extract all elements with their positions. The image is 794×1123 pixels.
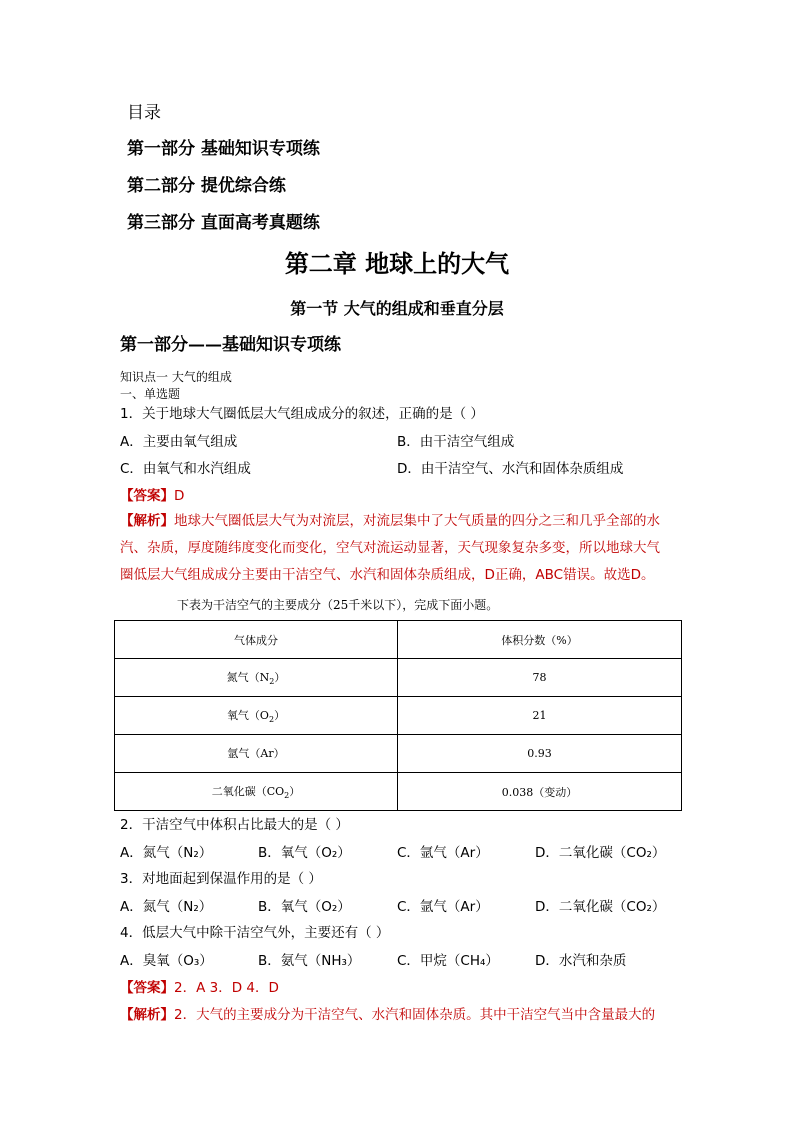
answers-text: 2．A 3．D 4．D	[174, 980, 279, 996]
table-header-volume: 体积分数（%）	[398, 621, 682, 659]
table-cell-gas: 二氧化碳$(CO_2)$	[115, 773, 398, 811]
table-cell-gas: 氮气$(N_2)$	[115, 659, 398, 697]
question-type-label: 一、单选题	[120, 387, 181, 401]
table-cell-gas: 氧气$(O_2)$	[115, 697, 398, 735]
table-row	[115, 773, 682, 811]
analysis-tag: 【解析】	[120, 1007, 174, 1023]
q1-stem: 1．关于地球大气圈低层大气组成成分的叙述，正确的是（ ）	[120, 406, 484, 422]
table-row	[115, 659, 682, 697]
q3-option-d: D．二氧化碳（CO₂）	[535, 899, 666, 915]
answer-value: D	[174, 488, 185, 504]
table-cell-value: 21	[398, 697, 682, 735]
q3-stem: 3．对地面起到保温作用的是（ ）	[120, 871, 322, 887]
knowledge-point: 知识点一 大气的组成	[120, 370, 232, 384]
analysis-2	[120, 1003, 655, 1023]
part-title: 第一部分——基础知识专项练	[120, 335, 341, 355]
q3-option-c: C．氩气（Ar）	[397, 899, 489, 915]
q4-stem: 4．低层大气中除干洁空气外，主要还有（ ）	[120, 925, 390, 941]
analysis-tag: 【解析】	[120, 513, 174, 529]
q1-analysis	[120, 508, 660, 589]
analysis-line-1: 地球大气圈低层大气为对流层，对流层集中了大气质量的四分之三和几乎全部的水	[174, 513, 660, 529]
analysis-2-text: 2．大气的主要成分为干洁空气、水汽和固体杂质。其中干洁空气当中含量最大的	[174, 1007, 656, 1023]
q1-option-a: A．主要由氧气组成	[120, 434, 238, 450]
table-cell-value: 0.038（变动）	[398, 773, 682, 811]
q4-option-c: C．甲烷（CH₄）	[397, 953, 499, 969]
q3-option-b: B．氧气（O₂）	[258, 899, 351, 915]
toc-item-1[interactable]: 第一部分 基础知识专项练	[127, 139, 320, 159]
toc-title: 目录	[127, 103, 161, 123]
q2-option-d: D．二氧化碳（CO₂）	[535, 845, 666, 861]
q2-option-c: C．氩气（Ar）	[397, 845, 489, 861]
table-cell-value: 78	[398, 659, 682, 697]
q4-option-a: A．臭氧（O₃）	[120, 953, 213, 969]
q1-answer	[120, 484, 184, 504]
answer-tag: 【答案】	[120, 488, 174, 504]
table-header-row	[115, 621, 682, 659]
q4-option-d: D．水汽和杂质	[535, 953, 627, 969]
table-row	[115, 697, 682, 735]
q1-option-d: D．由干洁空气、水汽和固体杂质组成	[397, 461, 624, 477]
q4-option-b: B．氨气（NH₃）	[258, 953, 361, 969]
answer-tag: 【答案】	[120, 980, 174, 996]
table-intro: 下表为干洁空气的主要成分（25千米以下），完成下面小题。	[177, 598, 499, 612]
table-header-gas: 气体成分	[115, 621, 398, 659]
toc-item-3[interactable]: 第三部分 直面高考真题练	[127, 213, 320, 233]
q1-option-b: B．由干洁空气组成	[397, 434, 515, 450]
analysis-line-3: 圈低层大气组成成分主要由干洁空气、水汽和固体杂质组成，D正确，ABC错误。故选D。	[120, 567, 655, 583]
section-title: 第一节 大气的组成和垂直分层	[290, 299, 504, 318]
table-row	[115, 735, 682, 773]
chapter-title: 第二章 地球上的大气	[284, 249, 510, 278]
toc-item-2[interactable]: 第二部分 提优综合练	[127, 176, 286, 196]
table-cell-value: 0.93	[398, 735, 682, 773]
q3-option-a: A．氮气（N₂）	[120, 899, 213, 915]
q1-option-c: C．由氧气和水汽组成	[120, 461, 251, 477]
analysis-line-2: 汽、杂质，厚度随纬度变化而变化，空气对流运动显著，天气现象复杂多变，所以地球大气	[120, 540, 660, 556]
q2-option-a: A．氮气（N₂）	[120, 845, 213, 861]
answers-2-4	[120, 976, 279, 996]
q2-option-b: B．氧气（O₂）	[258, 845, 351, 861]
q2-stem: 2．干洁空气中体积占比最大的是（ ）	[120, 817, 349, 833]
air-composition-table	[114, 620, 682, 811]
table-cell-gas: 氩气（Ar）	[115, 735, 398, 773]
